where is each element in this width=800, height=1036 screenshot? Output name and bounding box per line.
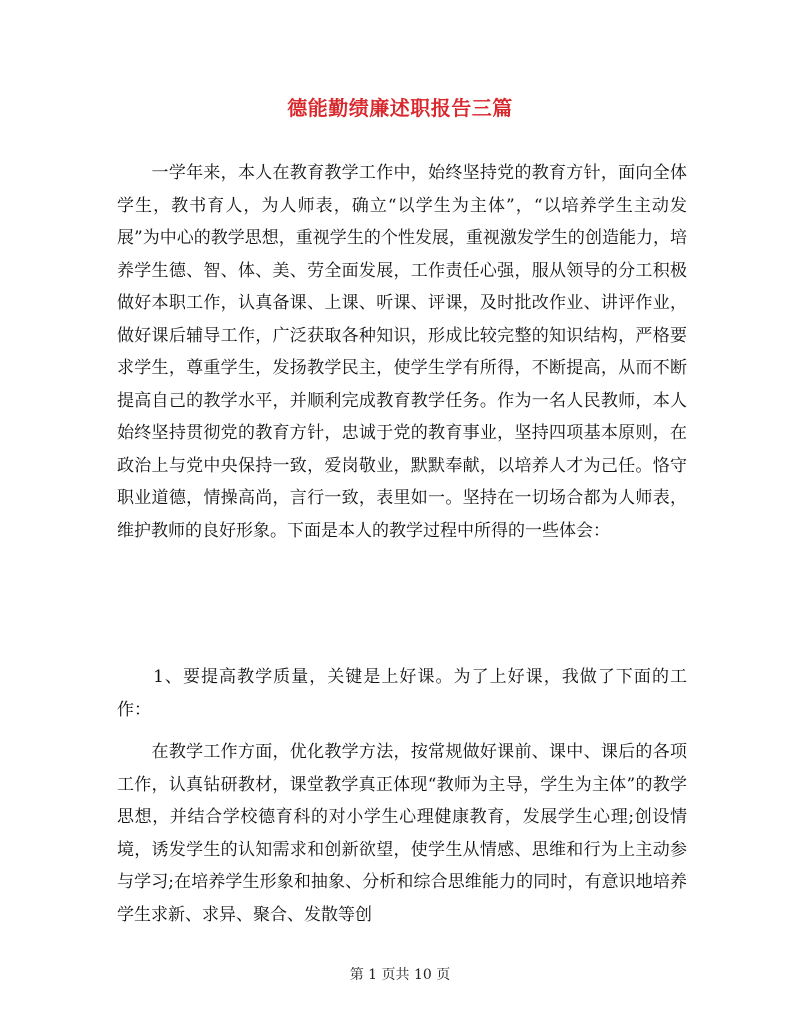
page-number-footer: 第 1 页共 10 页 (349, 967, 451, 983)
body-paragraph (117, 736, 687, 931)
body-paragraph (117, 661, 687, 726)
paragraph-text: 1、要提高教学质量，关键是上好课。为了上好课，我做了下面的工作： (117, 667, 687, 720)
paragraph-text: 一学年来，本人在教育教学工作中，始终坚持党的教育方针，面向全体学生，教书育人，为人师表，确立“以学生为主体”，“以培养学生主动发展”为中心的教学思想，重视学生的个性发展，重视激发学生的创造能力，培养学生德、智、体、美、劳全面发展，工作责任心强，服从领导的分工积极做好本职工作，认真备课、上课、听课、评课，及时批改作业、讲评作业，做好课后辅导工作，广泛获取各种知识，形成比较完整的知识结构，严格要求学生，尊重学生，发扬教学民主，使学生学有所得，不断提高，从而不断提高自己的教学水平，并顺利完成教育教学任务。作为一名人民教师，本人始终坚持贯彻党的教育方针，忠诚于党的教育事业，坚持四项基本原则，在政治上与党中央保持一致，爱岗敬业，默默奉献，以培养人才为己任。恪守职业道德，情操高尚，言行一致，表里如一。坚持在一切场合都为人师表，维护教师的良好形象。下面是本人的教学过程中所得的一些体会： (117, 163, 687, 541)
paragraph-text: 在教学工作方面，优化教学方法，按常规做好课前、课中、课后的各项工作，认真钻研教材，课堂教学真正体现“教师为主导，学生为主体”的教学思想，并结合学校德育科的对小学生心理健康教育，发展学生心理;创设情境，诱发学生的认知需求和创新欲望，使学生从情感、思维和行为上主动参与学习;在培养学生形象和抽象、分析和综合思维能力的同时，有意识地培养学生求新、求异、聚合、发散等创 (117, 742, 687, 925)
body-paragraph (117, 157, 687, 547)
document-title: 德能勤绩廉述职报告三篇 (287, 96, 513, 120)
